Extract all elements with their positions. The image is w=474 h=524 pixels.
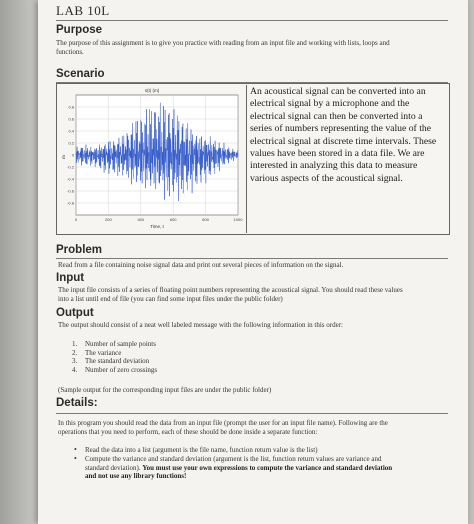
details-heading: Details: xyxy=(56,397,98,409)
x-tick-label: 400 xyxy=(137,217,145,222)
sample-output-note: (Sample output for the corresponding input files are under the public folder) xyxy=(58,386,272,394)
scenario-heading: Scenario xyxy=(56,68,105,80)
y-tick-label: 0.4 xyxy=(68,128,74,134)
output-text: The output should consist of a neat well labeled message with the following information in this order: xyxy=(58,321,343,329)
y-tick-label: -0.4 xyxy=(67,176,74,182)
details-divider xyxy=(56,413,448,414)
list-item: 4. Number of zero crossings xyxy=(72,365,158,374)
problem-heading: Problem xyxy=(56,244,103,256)
x-tick-label: 800 xyxy=(202,217,209,222)
list-item: • Compute the variance and standard deviation (argument is the list, function return values are variance and standard deviation). You must use your own expressions to compute the variance and standard deviation and not use any library functions! xyxy=(74,454,393,481)
bullet-icon: • xyxy=(74,445,77,454)
y-tick-labels xyxy=(67,105,75,206)
output-heading: Output xyxy=(56,307,94,319)
x-tick-label: 0 xyxy=(74,217,78,222)
y-tick-label: 0 xyxy=(71,152,74,158)
x-axis-label: Time, t xyxy=(150,224,164,229)
bullet-icon: • xyxy=(74,454,77,464)
y-tick-label: -0.8 xyxy=(67,200,74,206)
lab-title: LAB 10L xyxy=(56,3,110,18)
output-list xyxy=(72,340,157,374)
details-bullet-list xyxy=(74,446,404,482)
problem-divider xyxy=(56,258,448,259)
scenario-text: An acoustical signal can be converted into an electrical signal by a microphone and the electrical signal can then be converted into a series of numbers representing the value of the electrical signal at discrete time intervals. These values have been stored in a data file. We are interested in analyzing this data to measure various aspects of the acoustical signal. xyxy=(250,86,437,184)
y-tick-label: 0.8 xyxy=(68,104,74,110)
signal-chart xyxy=(58,85,247,233)
x-tick-label: 600 xyxy=(169,217,177,222)
input-heading: Input xyxy=(56,272,85,284)
title-divider xyxy=(56,20,448,21)
purpose-heading: Purpose xyxy=(56,24,103,36)
x-tick-label: 1000 xyxy=(233,217,243,222)
list-item: • Read the data into a list (argument is the file name, function return value is the list) xyxy=(74,445,318,454)
x-tick-label: 200 xyxy=(105,217,112,222)
y-tick-label: -0.2 xyxy=(67,164,74,170)
problem-text: Read from a file containing noise signal data and print out several pieces of information on the signal. xyxy=(58,261,344,269)
input-text: The input file consists of a series of floating point numbers representing the acoustical signal. You should read these values into a list until end of file (you can find some input files under the public folder) xyxy=(58,286,403,303)
purpose-text: The purpose of this assignment is to give you practice with reading from an input file and working with lists, loops and functions. xyxy=(56,39,390,56)
list-item: 1. Number of sample points xyxy=(72,340,156,348)
x-tick-labels xyxy=(75,217,243,222)
list-item: 2. The variance xyxy=(72,348,122,357)
signal-chart-svg xyxy=(58,85,246,233)
scenario-box xyxy=(56,83,450,235)
y-tick-label: 0.2 xyxy=(68,140,74,146)
y-tick-label: 0.6 xyxy=(68,116,74,122)
details-text: In this program you should read the data from an input file (prompt the user for an input file name). Following are the operations that you need to perform, each of these should be done inside a separate function: xyxy=(58,419,388,436)
page-edge-shadow xyxy=(0,0,38,524)
chart-title: s(t) (m) xyxy=(144,88,160,93)
y-axis-label: m xyxy=(61,155,66,159)
list-item: 3. The standard deviation xyxy=(72,357,150,365)
y-tick-label: -0.6 xyxy=(67,188,74,194)
